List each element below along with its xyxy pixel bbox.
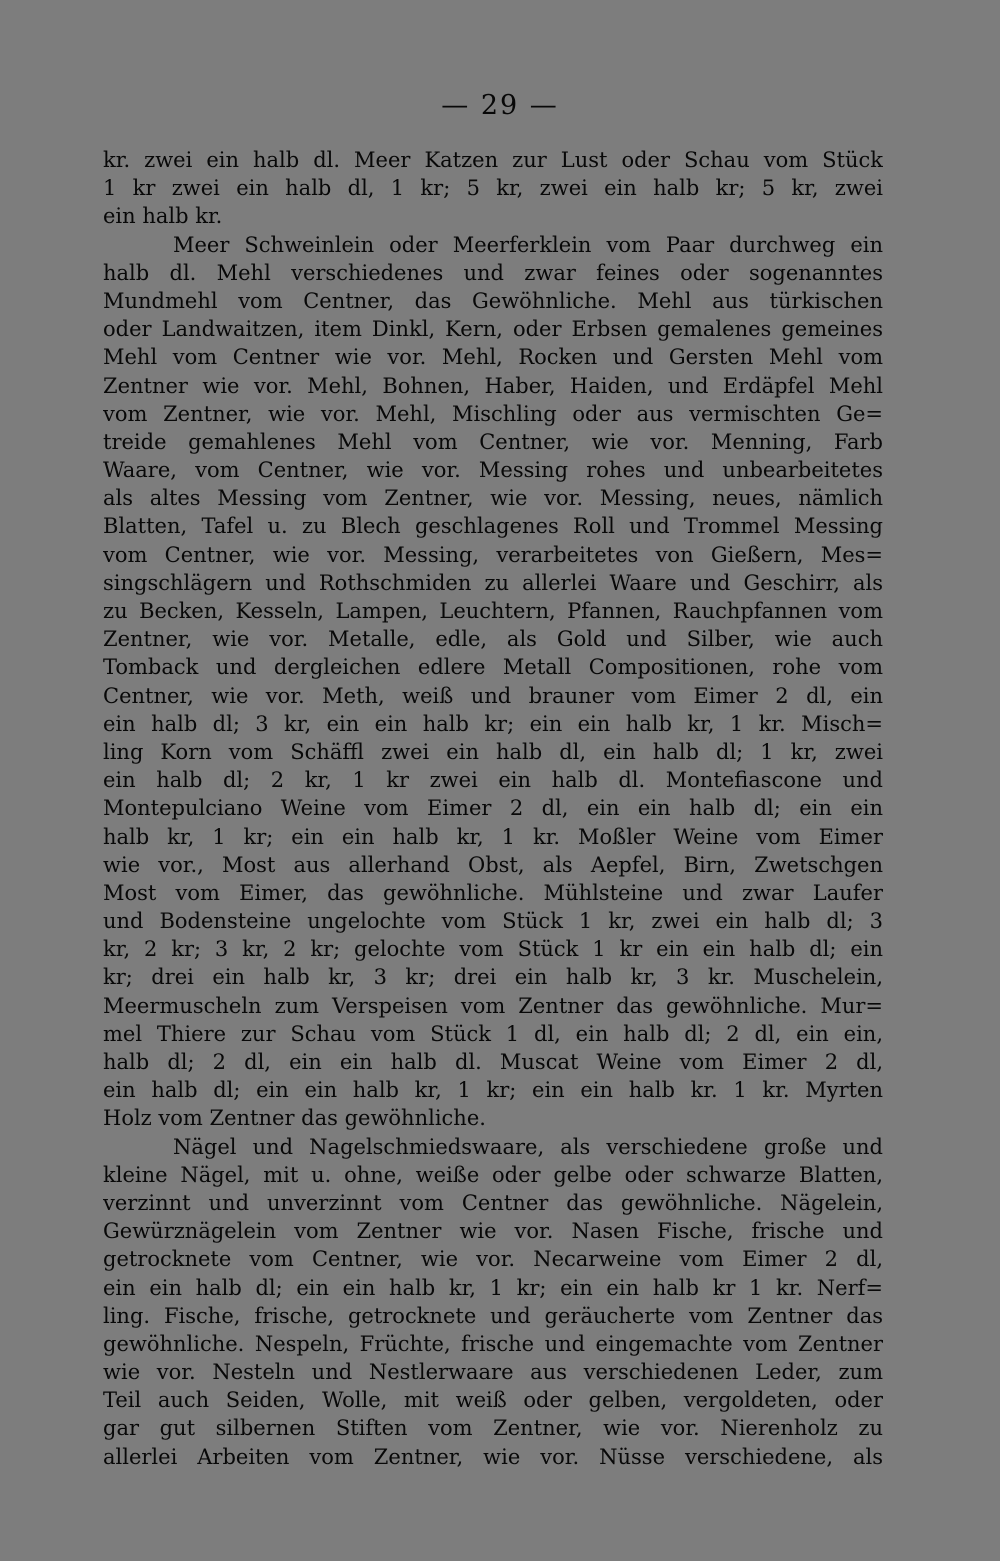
body-text [103,146,883,1471]
text-line: und Bodensteine ungelochte vom Stück 1 kr, zwei ein halb dl; 3 [103,909,883,934]
text-line: Waare, vom Centner, wie vor. Messing rohes und unbearbeitetes [103,458,883,483]
text-line: getrocknete vom Centner, wie vor. Necarweine vom Eimer 2 dl, [103,1247,883,1272]
text-line: Nägel und Nagelschmiedswaare, als verschiedene große und [173,1134,883,1159]
text-line: als altes Messing vom Zentner, wie vor. Messing, neues, nämlich [103,486,883,511]
text-line: ein ein halb dl; ein ein halb kr, 1 kr; ein ein halb kr 1 kr. Nerf= [103,1275,883,1300]
text-line: zu Becken, Kesseln, Lampen, Leuchtern, Pfannen, Rauchpfannen vom [103,599,883,623]
text-line: oder Landwaitzen, item Dinkl, Kern, oder Erbsen gemalenes gemeines [103,317,883,342]
text-line: ein halb dl; 2 kr, 1 kr zwei ein halb dl. Montefiascone und [103,768,883,793]
text-line: Gewürznägelein vom Zentner wie vor. Nasen Fische, frische und [103,1219,883,1244]
text-line: ling. Fische, frische, getrocknete und geräucherte vom Zentner das [103,1303,883,1328]
text-line: kr, 2 kr; 3 kr, 2 kr; gelochte vom Stück 1 kr ein ein halb dl; ein [103,937,883,962]
text-line: vom Centner, wie vor. Messing, verarbeitetes von Gießern, Mes= [103,542,883,567]
text-line: ein halb kr. [103,204,223,229]
text-line: mel Thiere zur Schau vom Stück 1 dl, ein halb dl; 2 dl, ein ein, [103,1021,883,1046]
text-line: wie vor. Nesteln und Nestlerwaare aus verschiedenen Leder, zum [103,1360,883,1385]
text-line: wie vor., Most aus allerhand Obst, als Aepfel, Birn, Zwetschgen [103,852,883,877]
text-line: ling Korn vom Schäffl zwei ein halb dl, ein halb dl; 1 kr, zwei [103,739,883,764]
page-number: — 29 — [441,90,559,121]
text-line: Zentner, wie vor. Metalle, edle, als Gold und Silber, wie auch [103,627,883,652]
text-line: Mehl vom Centner wie vor. Mehl, Rocken und Gersten Mehl vom [103,345,883,370]
text-line: Holz vom Zentner das gewöhnliche. [103,1106,486,1131]
text-line: kleine Nägel, mit u. ohne, weiße oder gelbe oder schwarze Blatten, [103,1162,883,1187]
text-line: vom Zentner, wie vor. Mehl, Mischling oder aus vermischten Ge= [103,401,883,426]
text-line: Centner, wie vor. Meth, weiß und brauner vom Eimer 2 dl, ein [103,683,883,708]
text-line: Teil auch Seiden, Wolle, mit weiß oder gelben, vergoldeten, oder [103,1388,883,1413]
text-line: verzinnt und unverzinnt vom Centner das gewöhnliche. Nägelein, [103,1190,883,1215]
text-line: gar gut silbernen Stiften vom Zentner, wie vor. Nierenholz zu [103,1416,883,1441]
text-line: Meermuscheln zum Verspeisen vom Zentner das gewöhnliche. Mur= [103,993,883,1018]
text-line: Most vom Eimer, das gewöhnliche. Mühlsteine und zwar Laufer [103,880,883,905]
text-line: treide gemahlenes Mehl vom Centner, wie vor. Menning, Farb [103,429,883,454]
text-line: Mundmehl vom Centner, das Gewöhnliche. Mehl aus türkischen [103,288,883,313]
text-line: gewöhnliche. Nespeln, Früchte, frische und eingemachte vom Zentner [103,1331,883,1356]
text-line: halb dl; 2 dl, ein ein halb dl. Muscat Weine vom Eimer 2 dl, [103,1050,883,1074]
text-line: ein halb dl; 3 kr, ein ein halb kr; ein ein halb kr, 1 kr. Misch= [103,711,883,736]
text-line: halb dl. Mehl verschiedenes und zwar feines oder sogenanntes [103,260,883,285]
text-line: Meer Schweinlein oder Meerferklein vom Paar durchweg ein [173,232,883,257]
text-line: halb kr, 1 kr; ein ein halb kr, 1 kr. Moßler Weine vom Eimer [103,824,883,849]
text-line: Zentner wie vor. Mehl, Bohnen, Haber, Haiden, und Erdäpfel Mehl [103,373,883,398]
text-line: kr; drei ein halb kr, 3 kr; drei ein halb kr, 3 kr. Muschelein, [103,965,883,990]
text-line: kr. zwei ein halb dl. Meer Katzen zur Lust oder Schau vom Stück [103,148,883,172]
text-line: allerlei Arbeiten vom Zentner, wie vor. Nüsse verschiedene, als [103,1444,883,1469]
text-line: ein halb dl; ein ein halb kr, 1 kr; ein ein halb kr. 1 kr. Myrten [103,1078,883,1103]
text-line: Blatten, Tafel u. zu Blech geschlagenes Roll und Trommel Messing [103,514,883,539]
text-line: singschlägern und Rothschmiden zu allerlei Waare und Geschirr, als [103,570,883,595]
text-line: 1 kr zwei ein halb dl, 1 kr; 5 kr, zwei ein halb kr; 5 kr, zwei [103,176,883,201]
text-line: Tomback und dergleichen edlere Metall Compositionen, rohe vom [103,655,883,680]
text-line: Montepulciano Weine vom Eimer 2 dl, ein ein halb dl; ein ein [103,796,883,821]
